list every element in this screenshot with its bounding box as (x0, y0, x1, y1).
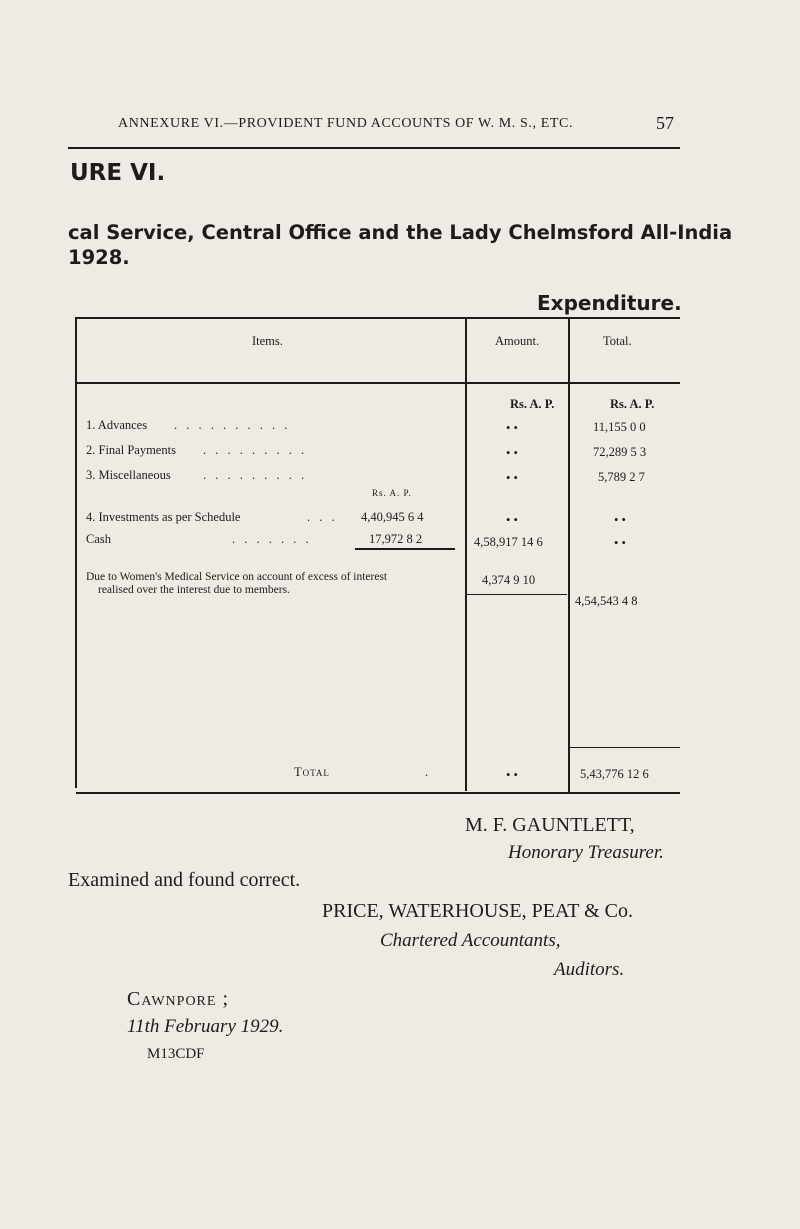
total-cell: 11,155 0 0 (593, 420, 646, 434)
head-rule (68, 147, 680, 149)
auditor-firm: PRICE, WATERHOUSE, PEAT & Co. (322, 900, 633, 922)
auditor-role: Auditors. (554, 959, 625, 980)
print-code: M13CDF (147, 1046, 205, 1062)
examined-note: Examined and found correct. (68, 869, 301, 891)
leader-dots: . . . . . . . . . . (174, 418, 291, 432)
row-label: Cash (86, 532, 111, 546)
amount-cell: 4,374 9 10 (482, 573, 536, 587)
leader-dots: . . . (307, 510, 338, 524)
total-cell: 4,54,543 4 8 (575, 594, 638, 608)
amount-cell: • • (506, 513, 518, 527)
total-cell: 5,789 2 7 (598, 470, 645, 484)
auditor-title: Chartered Accountants, (380, 930, 561, 951)
total-cell: 72,289 5 3 (593, 445, 647, 459)
running-head: ANNEXURE VI.—PROVIDENT FUND ACCOUNTS OF W. M. S., ETC. (118, 116, 574, 131)
amount-cell: • • (506, 471, 518, 485)
leader-dots: . . . . . . . . . (203, 443, 308, 457)
row-label-continued: realised over the interest due to members. (98, 584, 290, 596)
date: 11th February 1929. (127, 1016, 284, 1037)
amount-cell: • • (506, 768, 518, 782)
row-label: 1. Advances (86, 418, 148, 432)
inner-units: Rs. A. P. (372, 488, 412, 498)
total-header: Total. (603, 334, 632, 348)
total-units: Rs. A. P. (610, 397, 655, 411)
total-cell: • • (614, 513, 626, 527)
total-cell: • • (614, 536, 626, 550)
row-label: Due to Women's Medical Service on account of excess of interest (86, 571, 388, 583)
row-label: 2. Final Payments (86, 443, 176, 457)
amount-cell: 4,58,917 14 6 (474, 535, 543, 549)
leader-dots: . . . . . . . (232, 532, 312, 546)
inner-amount-cell: 17,972 8 2 (369, 532, 423, 546)
inner-amount-cell: 4,40,945 6 4 (361, 510, 424, 524)
leader-dots: . . . . . . . . . (203, 468, 308, 482)
place: Cawnpore ; (127, 988, 229, 1010)
amount-cell: • • (506, 421, 518, 435)
annexure-title: URE VI. (70, 160, 166, 186)
amount-cell: • • (506, 446, 518, 460)
row-label: 4. Investments as per Schedule (86, 510, 241, 524)
total-label: Total (294, 765, 330, 779)
amount-header: Amount. (495, 334, 540, 348)
amount-units: Rs. A. P. (510, 397, 555, 411)
page-number: 57 (656, 113, 674, 133)
row-label: 3. Miscellaneous (86, 468, 171, 482)
items-header: Items. (252, 334, 283, 348)
statement-year: 1928. (68, 246, 130, 269)
treasurer-title: Honorary Treasurer. (508, 842, 664, 863)
treasurer-name: M. F. GAUNTLETT, (465, 814, 635, 836)
expenditure-heading: Expenditure. (537, 291, 682, 315)
statement-title: cal Service, Central Office and the Lady Chelmsford All-India (68, 221, 733, 244)
grand-total-cell: 5,43,776 12 6 (580, 767, 649, 781)
